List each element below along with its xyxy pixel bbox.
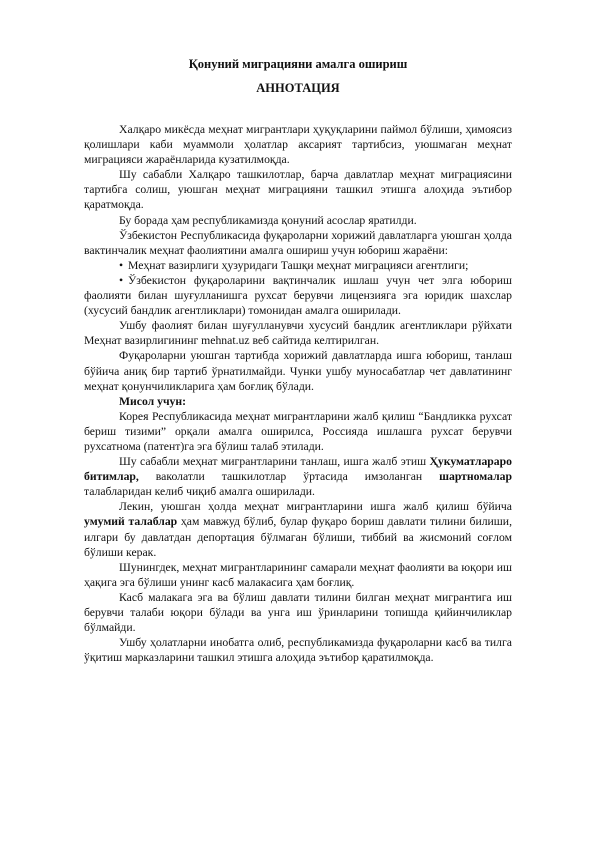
bullet-list (84, 258, 512, 318)
paragraph-9: Лекин, уюшган ҳолда меҳнат мигрантларини ишга жалб қилиш бўйича умумий талаблар ҳам мавжуд бўлиб, булар фуқаро бориш давлати тилини билиши, илгари бу давлатдан депортация бўлмаган бўлиши, тиббий ва жисмоний соғлом бўлиши керак. (84, 500, 512, 559)
paragraph-8: Шу сабабли меҳнат мигрантларини танлаш, ишга жалб этиш Ҳукуматлараро битимлар, ваколатли ташкилотлар ўртасида имзоланган шартномалар талабларидан келиб чиқиб амалга оширилади. (84, 455, 512, 499)
document-page (84, 56, 512, 665)
paragraph-4: Ўзбекистон Республикасида фуқароларни хорижий давлатларга уюшган ҳолда вактинчалик меҳнат фаолиятини амалга ошириш учун юбориш жараёни: (84, 228, 512, 257)
example-heading: Мисол учун: (119, 394, 187, 408)
bullet-icon: • (119, 273, 124, 287)
document-subtitle: АННОТАЦИЯ (256, 81, 340, 95)
paragraph-1: Халқаро микёсда меҳнат мигрантлари ҳуқуқларини паймол бўлиши, ҳимоясиз қолишлари каби муаммоли ҳолатлар аксарият тартибсиз, уюшмаган меҳнат миграцияси жараёнларида кузатилмоқда. (84, 123, 512, 167)
paragraph-10: Шунингдек, меҳнат мигрантларининг самарали меҳнат фаолияти ва юқори иш ҳақига эга бўлиши унинг касб малакасига ҳам боғлиқ. (84, 560, 512, 589)
paragraph-11: Касб малакага эга ва бўлиш давлати тилини билган меҳнат мигрантига иш берувчи талаби юқори бўлади ва унга иш ўринларини топишда қийинчиликлар бўлмайди. (84, 590, 512, 635)
bullet-icon: • (119, 258, 124, 272)
paragraph-5: Ушбу фаолият билан шуғулланувчи хусусий бандлик агентликлари рўйхати Меҳнат вазирлигининг mehnat.uz веб сайтида келтирилган. (84, 319, 512, 348)
general-requirements-text: умумий талаблар (84, 515, 178, 529)
paragraph-3: Бу борада ҳам республикамизда қонуний асослар яратилди. (119, 213, 417, 227)
paragraph-2: Шу сабабли Халқаро ташкилотлар, барча давлатлар меҳнат миграциясини тартибга солиш, уюшган меҳнат миграцияни ташкил этишга алоҳида эътибор қаратмоқда. (84, 168, 512, 212)
document-title: Қонуний миграцияни амалга ошириш (188, 57, 408, 71)
paragraph-6: Фуқароларни уюшган тартибда хорижий давлатларда ишга юбориш, танлаш бўйича аниқ бир тартиб ўрнатилмайди. Чунки ушбу муносабатлар чет давлатининг меҳнат қонунчиликларига ҳам боғлиқ бўлади. (84, 349, 512, 393)
list-item: • Меҳнат вазирлиги ҳузуридаги Ташқи меҳнат миграцияси агентлиги; (119, 258, 469, 272)
intergovernmental-agreements-text: Ҳукуматлараро битимлар, (84, 455, 512, 484)
paragraph-12: Ушбу ҳолатларни инобатга олиб, республикамизда фуқароларни касб ва тилга ўқитиш марказларини ташкил этишга алоҳида эътибор қаратилмоқда. (84, 636, 512, 665)
list-item: • Ўзбекистон фуқароларини вақтинчалик ишлаш учун чет элга юбориш фаолияти билан шуғулланишга рухсат берувчи лицензияга эга юридик шахслар (хусусий бандлик агентликлари) томонидан амалга оширилади. (84, 273, 512, 318)
contracts-text: шартномалар (439, 470, 512, 484)
paragraph-7: Корея Республикасида меҳнат мигрантларини жалб қилиш “Бандликка рухсат бериш тизими” орқали амалга оширилса, Россияда ишлашга рухсат берувчи рухсатнома (патент)га эга бўлиш талаб этилади. (84, 409, 512, 453)
